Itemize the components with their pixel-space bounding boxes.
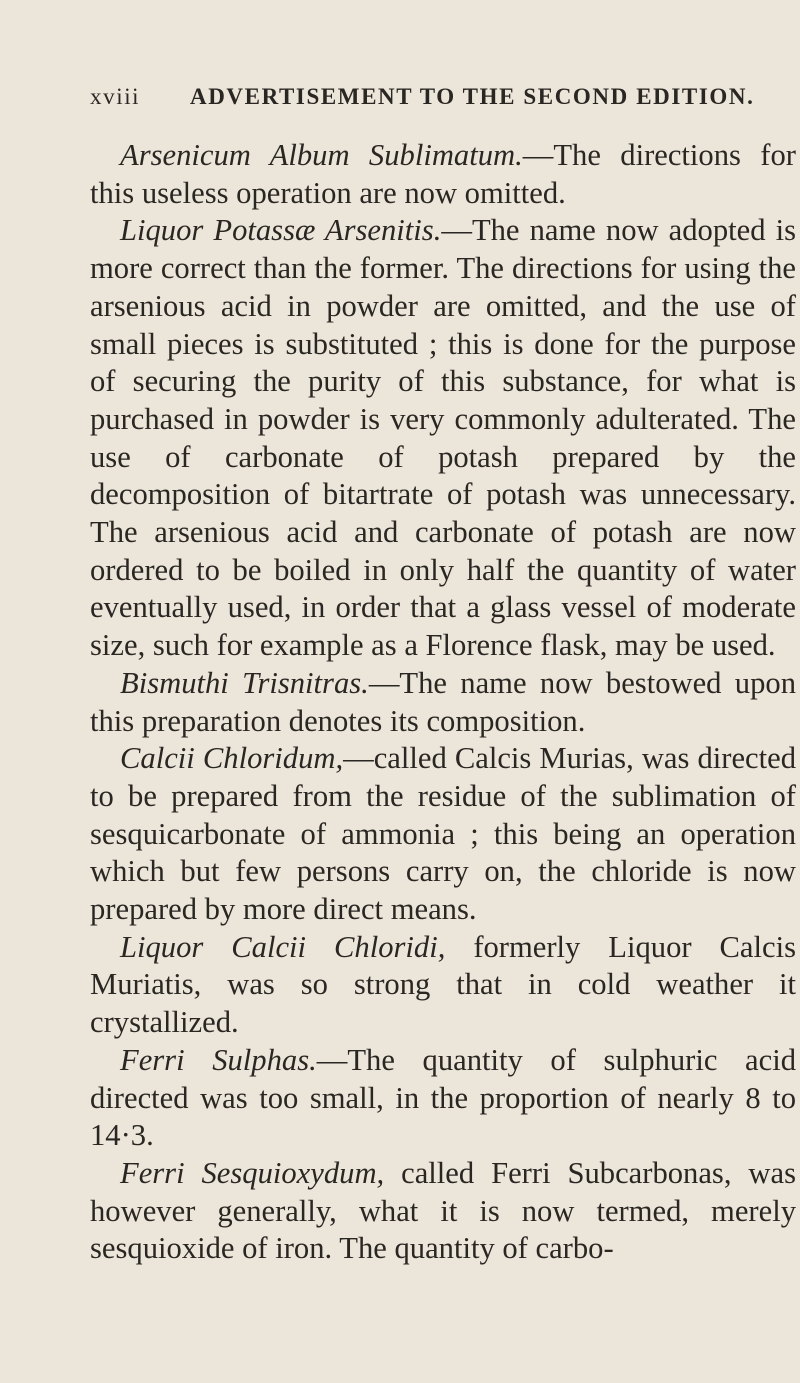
paragraph-arsenicum-album bbox=[90, 137, 796, 212]
entry-heading: Arsenicum Album Sublimatum. bbox=[120, 138, 523, 172]
paragraph-calcii-chloridum bbox=[90, 740, 796, 929]
entry-heading: Liquor Potassæ Arsenitis. bbox=[120, 213, 442, 248]
page-header bbox=[90, 84, 755, 114]
entry-text: —The name now adopted is more correct than the former. The directions for using the arsenious acid in powder are omitted, and the use of small pieces is substituted ; this is done for the purpose of securing the purity of this substance, for what is purchased in powder is very commonly adulterated. The use of carbonate of potash prepared by the decomposition of bitartrate of potash was unnecessary. The arsenious acid and carbonate of potash are now ordered to be boiled in only half the quantity of water eventually used, in order that a glass vessel of moderate size, such for example as a Florence flask, may be used. bbox=[90, 213, 796, 663]
entry-heading: Calcii Chloridum, bbox=[120, 741, 344, 776]
page-number: xviii bbox=[90, 84, 141, 109]
entry-heading: Ferri Sesquioxydum, bbox=[120, 1155, 385, 1190]
entry-text: —The quantity of sulphuric acid directed was too small, in the proportion of nearly 8 to 14·3. bbox=[90, 1042, 796, 1153]
running-title: ADVERTISEMENT TO THE SECOND EDITION. bbox=[190, 84, 755, 109]
entry-heading: Ferri Sulphas. bbox=[120, 1042, 317, 1077]
entry-text: —The name now bestowed upon this preparation denotes its composition. bbox=[90, 665, 796, 738]
entry-text: —The directions for this useless operation are now omitted. bbox=[90, 138, 796, 210]
entry-heading: Bismuthi Trisnitras. bbox=[120, 665, 369, 700]
paragraph-liquor-calcii-chloridi bbox=[90, 929, 796, 1042]
entry-text: —called Calcis Murias, was directed to be prepared from the residue of the sublimation of sesquicarbonate of ammonia ; this being an operation which but few persons carry on, the chloride is now prepared by more direct means. bbox=[90, 741, 797, 927]
paragraph-liquor-potassae-arsenitis bbox=[90, 212, 796, 664]
paragraph-bismuthi-trisnitras bbox=[90, 665, 796, 740]
paragraph-ferri-sesquioxydum bbox=[90, 1155, 796, 1268]
entry-text: called Ferri Subcarbonas, was however generally, what it is now termed, merely sesquioxide of iron. The quantity of carbo- bbox=[90, 1155, 796, 1266]
body-text bbox=[90, 137, 796, 1268]
entry-text: formerly Liquor Calcis Muriatis, was so strong that in cold weather it crystallized. bbox=[90, 929, 796, 1040]
entry-heading: Liquor Calcii Chloridi, bbox=[120, 929, 446, 964]
paragraph-ferri-sulphas bbox=[90, 1042, 796, 1155]
